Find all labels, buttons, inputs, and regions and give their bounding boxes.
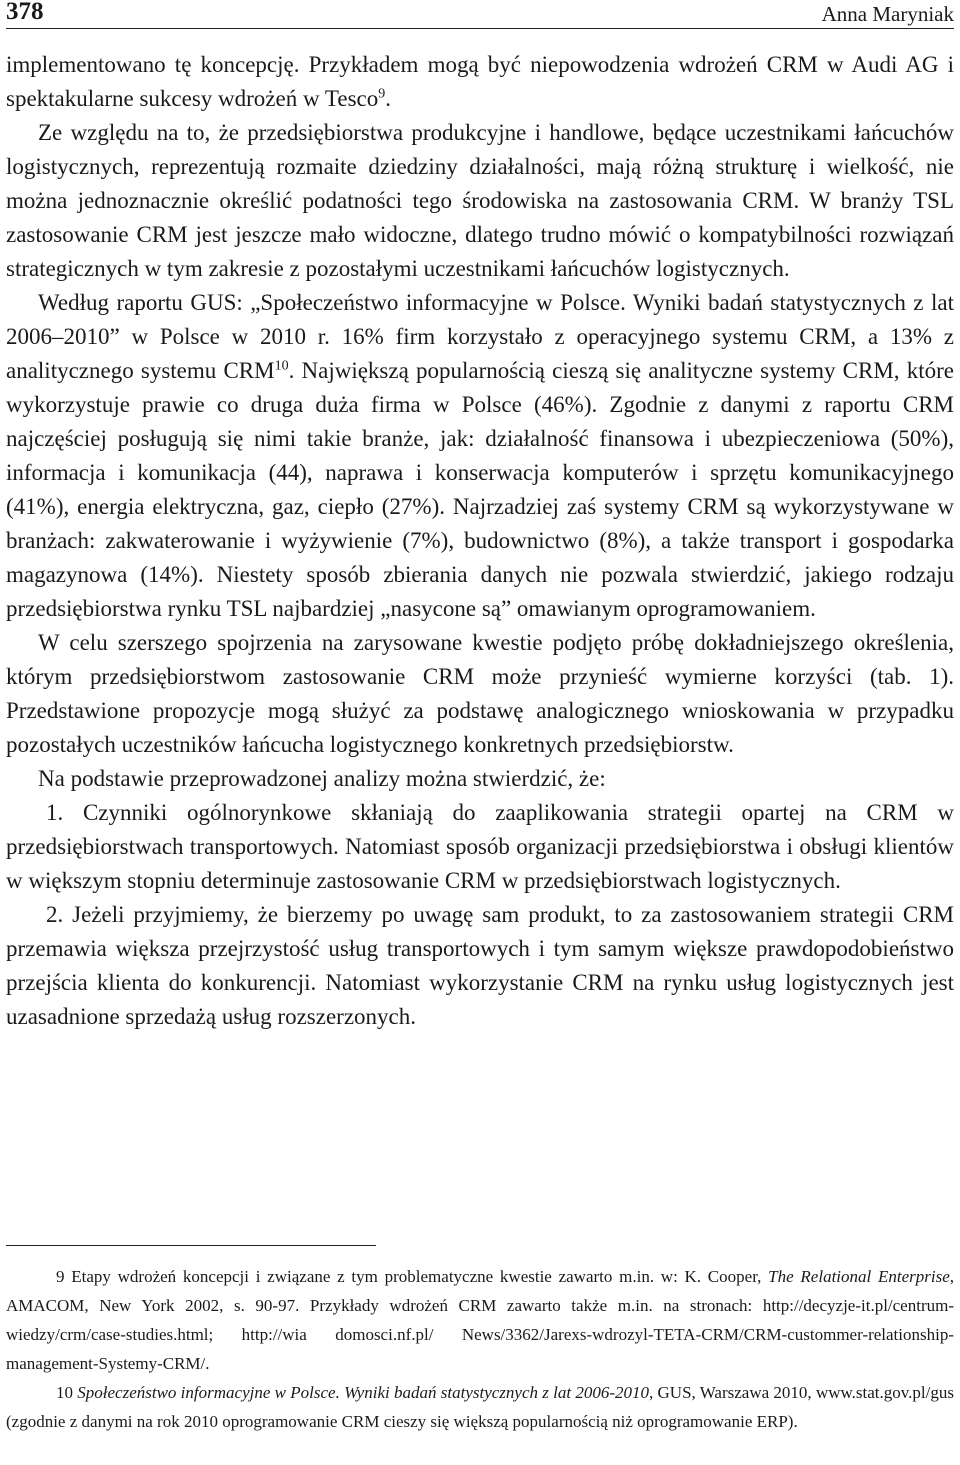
footnote-9-number: 9 [56, 1267, 65, 1286]
footnote-9 [6, 1262, 954, 1378]
page-number: 378 [6, 0, 44, 25]
footnote-10-report-title: Społeczeństwo informacyjne w Polsce. Wyniki badań statystycznych z lat 2006-2010 [77, 1383, 650, 1402]
paragraph-3-text: Według raportu GUS: „Społeczeństwo informacyjne w Polsce. Wyniki badań statystycznych z lat 2006–2010” w Polsce w 2010 r. 16% firm korzystało z operacyjnego systemu CRM, a 13% z analitycznego systemu CRM [6, 290, 954, 383]
footnote-divider [6, 1245, 376, 1246]
page-header [6, 0, 954, 29]
paragraph-1-text: implementowano tę koncepcję. Przykładem mogą być niepowodzenia wdrożeń CRM w Audi AG i spektakularne sukcesy wdrożeń w Tesco [6, 52, 954, 111]
footnote-9-text: Etapy wdrożeń koncepcji i związane z tym problematyczne kwestie zawarto m.in. w: K. Cooper, [64, 1267, 769, 1286]
footnote-10-rest: , GUS, Warszawa 2010, www.stat.gov.pl/gus (zgodnie z danymi na rok 2010 oprogramowanie CRM cieszy się większą popularnością niż oprogramowanie ERP). [6, 1383, 954, 1431]
list-item-2: 2. Jeżeli przyjmiemy, że bierzemy po uwagę sam produkt, to za zastosowaniem strategii CRM przemawia większa przejrzystość usług transportowych i tym samym większe prawdopodobieństwo przejścia klienta do konkurencji. Natomiast wykorzystanie CRM na rynku usług logistycznych jest uzasadnione sprzedażą usług rozszerzonych. [6, 902, 954, 1029]
footnote-9-rest: , AMACOM, New York 2002, s. 90-97. Przykłady wdrożeń CRM zawarto także m.in. na stronach: http://decyzje-it.pl/centrum-wiedzy/crm/case-studies.html; http://wia domosci.nf.pl/ News/3362/Jarexs-wdrozyl-TETA-CRM/CRM-custommer-relationship-management-Systemy-CRM/. [6, 1267, 954, 1373]
paragraph-2: Ze względu na to, że przedsiębiorstwa produkcyjne i handlowe, będące uczestnikami łańcuchów logistycznych, reprezentują rozmaite dziedziny działalności, mają różną strukturę i wielkość, nie można jednoznacznie określić podatności tego środowiska na zastosowania CRM. W branży TSL zastosowanie CRM jest jeszcze mało widoczne, dlatego trudno mówić o kompatybilności rozwiązań strategicznych w tym zakresie z pozostałymi uczestnikami łańcuchów logistycznych. [6, 120, 954, 281]
paragraph-3-rest: . Największą popularnością cieszą się analityczne systemy CRM, które wykorzystuje prawie co druga duża firma w Polsce (46%). Zgodnie z danymi z raportu CRM najczęściej posługują się nimi takie branże, jak: działalność finansowa i ubezpieczeniowa (50%), informacja i komunikacja (44), naprawa i konserwacja komputerów i sprzętu komunikacyjnego (41%), energia elektryczna, gaz, ciepło (27%). Najrzadziej zaś systemy CRM są wykorzystywane w branżach: zakwaterowanie i wyżywienie (7%), budownictwo (8%), a także transport i gospodarka magazynowa (14%). Niestety sposób zbierania danych nie pozwala stwierdzić, jakiego rodzaju przedsiębiorstwa rynku TSL najbardziej „nasycone są” omawianym oprogramowaniem. [6, 358, 954, 621]
footnotes [6, 1262, 954, 1436]
footnote-10-number: 10 [56, 1383, 73, 1402]
body-text [6, 48, 954, 1034]
paragraph-1-end: . [385, 86, 391, 111]
paragraph-1 [6, 48, 954, 116]
footnote-ref-9[interactable]: 9 [378, 86, 386, 102]
footnote-10 [6, 1378, 954, 1436]
paragraph-4: W celu szerszego spojrzenia na zarysowane kwestie podjęto próbę dokładniejszego określenia, którym przedsiębiorstwom zastosowanie CRM może przynieść wymierne korzyści (tab. 1). Przedstawione propozycje mogą służyć za podstawę analogicznego wnioskowania w przypadku pozostałych uczestników łańcucha logistycznego konkretnych przedsiębiorstw. [6, 630, 954, 757]
paragraph-5: Na podstawie przeprowadzonej analizy można stwierdzić, że: [38, 766, 606, 791]
running-head-author: Anna Maryniak [821, 2, 954, 26]
paragraph-3 [6, 286, 954, 626]
list-item-1: 1. Czynniki ogólnorynkowe skłaniają do zaaplikowania strategii opartej na CRM w przedsiębiorstwach transportowych. Natomiast sposób organizacji przedsiębiorstwa i obsługi klientów w większym stopniu determinuje zastosowanie CRM w przedsiębiorstwach logistycznych. [6, 800, 954, 893]
footnote-9-book-title: The Relational Enterprise [768, 1267, 950, 1286]
footnote-ref-10[interactable]: 10 [274, 358, 289, 374]
